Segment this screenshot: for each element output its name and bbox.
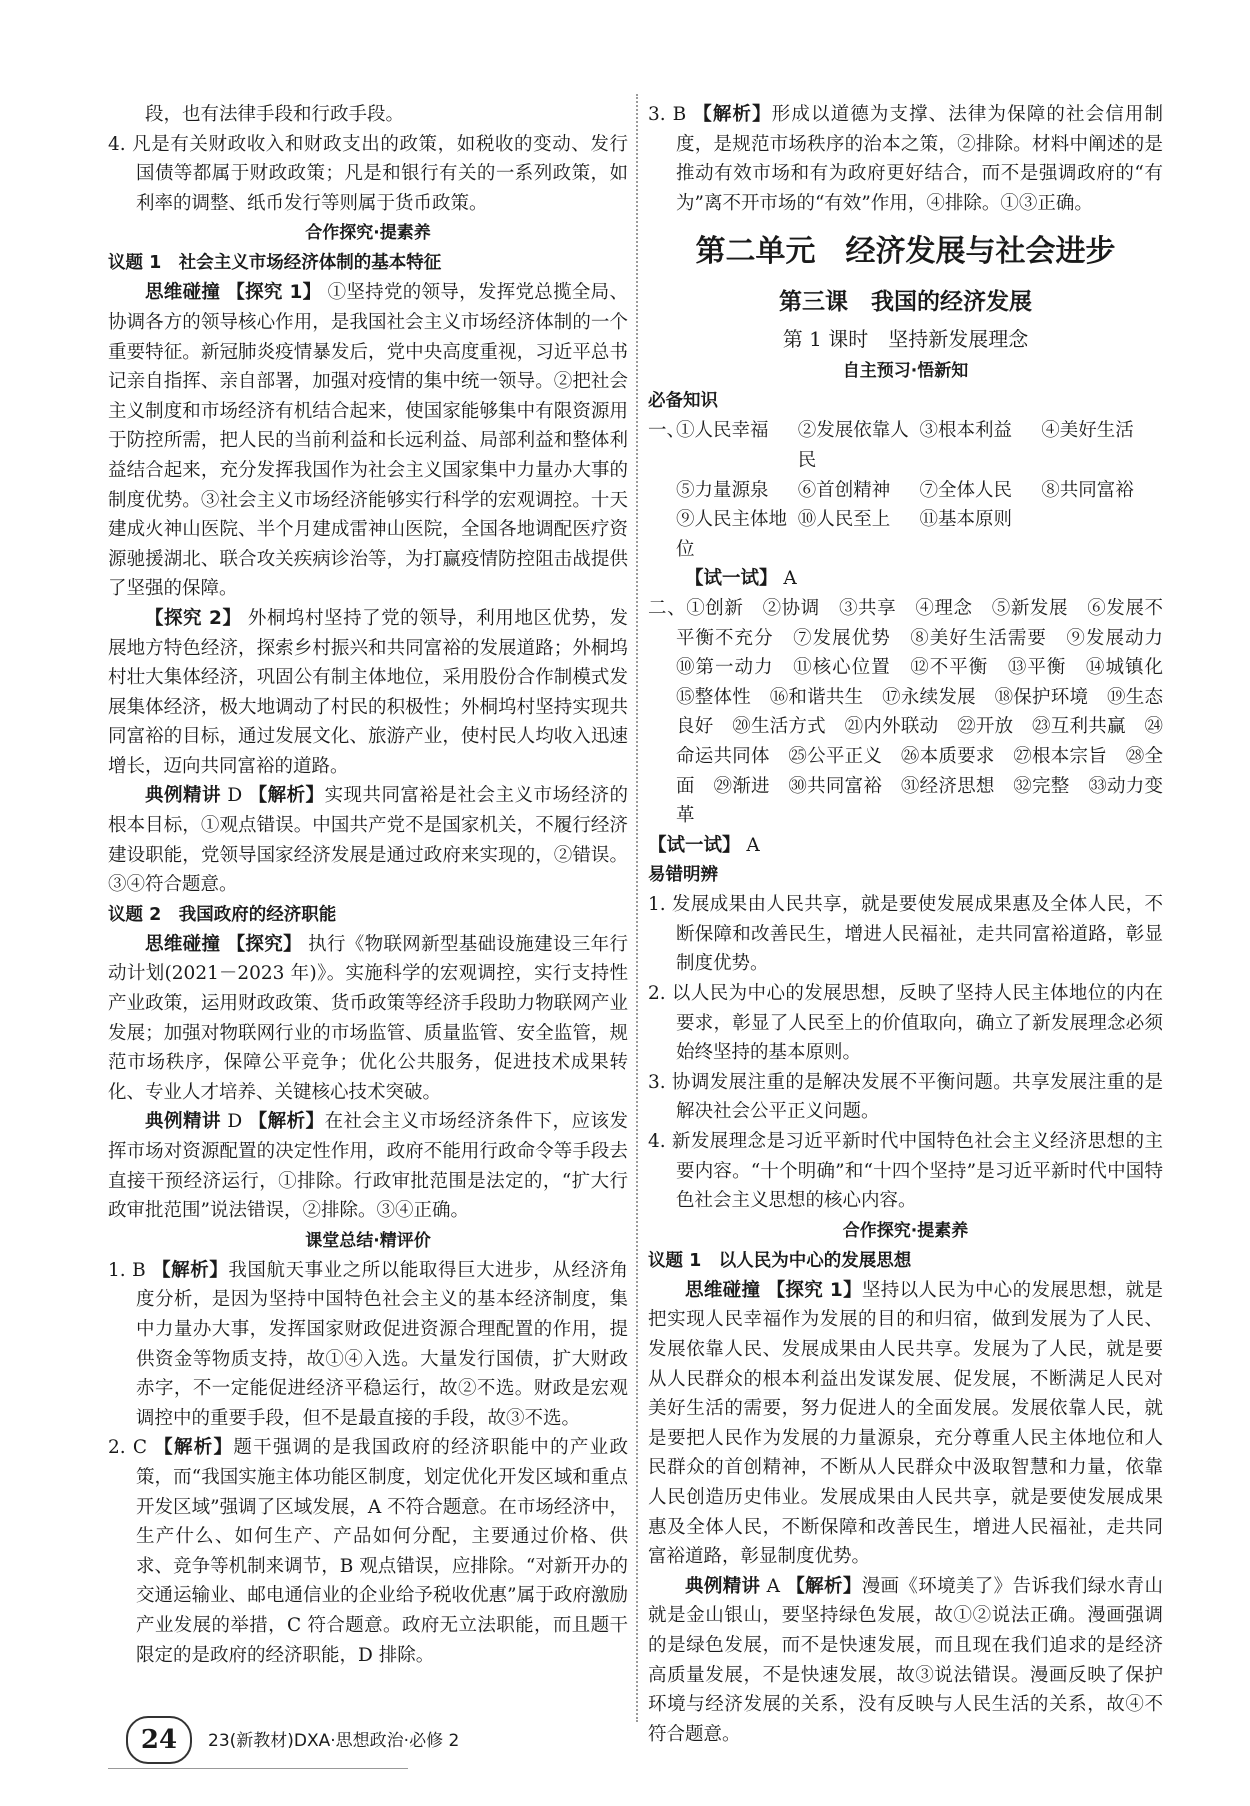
list-item: ⑦全体人民 — [919, 479, 1013, 501]
tag: 【解析】 — [154, 1437, 234, 1459]
list-item: 1. 发展成果由人民共享，就是要使发展成果惠及全体人民，不断保障和改善民生，增进人民福祉，走共同富裕道路，彰显制度优势。 — [648, 894, 1163, 975]
list-item: ①人民幸福 — [676, 420, 769, 442]
label: 典例精讲 — [145, 785, 221, 807]
paragraph — [108, 604, 628, 782]
list-item: ②发展依靠人民 — [797, 420, 909, 471]
paragraph — [648, 564, 1163, 594]
tag: 【探究 1】 — [766, 1279, 862, 1301]
list-item: 4. 凡是有关财政收入和财政支出的政策，如税收的变动、发行国债等都属于财政政策；凡是和银行有关的一系列政策，如利率的调整、纸币发行等则属于货币政策。 — [108, 133, 628, 214]
topic-heading: 议题 1 以人民为中心的发展思想 — [648, 1250, 912, 1271]
tag: 【探究】 — [226, 933, 302, 955]
answer: D — [227, 785, 243, 807]
answer: 1. B — [108, 1259, 146, 1281]
tag: 【解析】 — [248, 785, 325, 807]
item-grid — [676, 416, 1163, 564]
tag: 【试一试】 — [685, 568, 778, 590]
list-item — [108, 1256, 628, 1434]
tag: 【解析】 — [248, 1111, 325, 1133]
list-item: 4. 新发展理念是习近平新时代中国特色社会主义经济思想的主要内容。“十个明确”和“十四个坚持”是习近平新时代中国特色社会主义思想的核心内容。 — [648, 1131, 1163, 1212]
paragraph: 段，也有法律手段和行政手段。 — [145, 104, 405, 125]
text: 我国航天事业之所以能取得巨大进步，从经济角度分析，是因为坚持中国特色社会主义的基本经济制度，集中力量办大事，发挥国家财政促进资源合理配置的作用，提供资金等物质支持，故①④入选。大量发行国债，扩大财政赤字，不一定能促进经济平稳运行，故②不选。财政是宏观调控中的重要手段，但不是最直接的手段，故③不选。 — [136, 1259, 628, 1429]
tag: 【解析】 — [152, 1259, 229, 1281]
text: 形成以道德为支撑、法律为保障的社会信用制度，是规范市场秩序的治本之策，②排除。材料中阐述的是推动有效市场和有为政府更好结合，而不是强调政府的“有为”离不开市场的“有效”作用，④排除。①③正确。 — [676, 104, 1163, 214]
text: 漫画《环境美了》告诉我们绿水青山就是金山银山，要坚持绿色发展，故①②说法正确。漫画强调的是绿色发展，而不是快速发展，而且现在我们追求的是经济高质量发展，不是快速发展，故③说法错误。漫画反映了保护环境与经济发展的关系，没有反映与人民生活的关系，故④不符合题意。 — [648, 1575, 1163, 1745]
label: 思维碰撞 — [145, 933, 221, 955]
paragraph — [108, 781, 628, 899]
answer: A — [766, 1575, 781, 1597]
book-info: 23(新教材)DXA·思想政治·必修 2 — [208, 1731, 460, 1751]
list-item: ⑪基本原则 — [919, 509, 1013, 531]
text: 在社会主义市场经济条件下，应该发挥市场对资源配置的决定性作用，政府不能用行政命令等手段去直接干预经济运行，①排除。行政审批范围是法定的，“扩大行政审批范围”说法错误，②排除。③④正确。 — [108, 1111, 628, 1222]
tag: 【试一试】 — [648, 834, 741, 856]
tag: 【解析】 — [786, 1575, 862, 1597]
text: ①坚持党的领导，发挥党总揽全局、协调各方的领导核心作用，是我国社会主义市场经济体制的一个重要特征。新冠肺炎疫情暴发后，党中央高度重视，习近平总书记亲自指挥、亲自部署，加强对疫情的集中统一领导。②把社会主义制度和市场经济有机结合起来，使国家能够集中有限资源用于防控所需，把人民的当前利益和长远利益、局部利益和整体利益结合起来，充分发挥我国作为社会主义国家集中力量办大事的制度优势。③社会主义市场经济能够实行科学的宏观调控。十天建成火神山医院、半个月建成雷神山医院，全国各地调配医疗资源驰援湖北、联合攻关疾病诊治等，为打赢疫情防控阻击战提供了坚强的保障。 — [108, 282, 628, 600]
knowledge-list-two: 二、①创新 ②协调 ③共享 ④理念 ⑤新发展 ⑥发展不平衡不充分 ⑦发展优势 ⑧美好生活需要 ⑨发展动力 ⑩第一动力 ⑪核心位置 ⑫不平衡 ⑬平衡 ⑭城镇化 ⑮整体性 ⑯和谐共生 ⑰永续发展 ⑱保护环境 ⑲生态良好 ⑳生活方式 ㉑内外联动 ㉒开放 ㉓互利共赢 ㉔命运共同体 ㉕公平正义 ㉖本质要求 ㉗根本宗旨 ㉘全面 ㉙渐进 ㉚共同富裕 ㉛经济思想 ㉜完整 ㉝动力变革 — [648, 597, 1182, 827]
list-item — [648, 100, 1163, 218]
text: 外桐坞村坚持了党的领导，利用地区优势，发展地方特色经济，探索乡村振兴和共同富裕的发展道路；外桐坞村壮大集体经济，巩固公有制主体地位，采用股份合作制模式发展集体经济，极大地调动了村民的积极性；外桐坞村坚持实现共同富裕的目标，通过发展文化、旅游产业，使村民人均收入迅速增长，迈向共同富裕的道路。 — [108, 607, 628, 777]
text: 题干强调的是我国政府的经济职能中的产业政策，而“我国实施主体功能区制度，划定优化开发区域和重点开发区域”强调了区域发展，A 不符合题意。在市场经济中，生产什么、如何生产、产品如何分配，主要通过价格、供求、竞争等机制来调节，B 观点错误，应排除。“对新开办的交通运输业、邮电通信业的企业给予税收优惠”属于政府激励产业发展的举措，C 符合题意。政府无立法职能，而且题干限定的是政府的经济职能，D 排除。 — [136, 1437, 628, 1666]
list-item: 2. 以人民为中心的发展思想，反映了坚持人民主体地位的内在要求，彰显了人民至上的价值取向，确立了新发展理念必须始终坚持的基本原则。 — [648, 983, 1163, 1064]
paragraph — [108, 930, 628, 1108]
knowledge-list-one — [648, 416, 1163, 564]
label: 典例精讲 — [685, 1575, 761, 1597]
paragraph — [108, 278, 628, 604]
list-item: ⑧共同富裕 — [1041, 479, 1134, 501]
label: 思维碰撞 — [685, 1279, 761, 1301]
list-item: ③根本利益 — [919, 420, 1013, 442]
tag: 【探究 2】 — [145, 607, 242, 629]
list-item: ⑨人民主体地位 — [676, 509, 788, 560]
subheading: 必备知识 — [648, 391, 718, 412]
list-item — [108, 1433, 628, 1670]
section-heading: 合作探究·提素养 — [842, 1220, 969, 1241]
answer: A — [746, 834, 760, 856]
text: 实现共同富裕是社会主义市场经济的根本目标，①观点错误。中国共产党不是国家机关，不履行经济建设职能，党领导国家经济发展是通过政府来实现的，②错误。③④符合题意。 — [108, 785, 628, 896]
tag: 【探究 1】 — [226, 282, 322, 304]
list-item: 3. 协调发展注重的是解决发展不平衡问题。共享发展注重的是解决社会公平正义问题。 — [648, 1071, 1163, 1123]
paragraph — [108, 1107, 628, 1225]
list-item: ⑩人民至上 — [797, 509, 891, 531]
label: 思维碰撞 — [145, 282, 221, 304]
section-heading: 自主预习·悟新知 — [842, 361, 969, 382]
text: 坚持以人民为中心的发展思想，就是把实现人民幸福作为发展的目的和归宿，做到发展为了人民、发展依靠人民、发展成果由人民共享。发展为了人民，就是要从人民群众的根本利益出发谋发展、促发展，不断满足人民对美好生活的需要，努力促进人的全面发展。发展依靠人民，就是要把人民作为发展的力量源泉，充分尊重人民主体地位和人民群众的首创精神，不断从人民群众中汲取智慧和力量，依靠人民创造历史伟业。发展成果由人民共享，就是要使发展成果惠及全体人民，不断保障和改善民生，增进人民福祉，走共同富裕道路，彰显制度优势。 — [648, 1279, 1163, 1568]
topic-heading: 议题 1 社会主义市场经济体制的基本特征 — [108, 253, 442, 274]
list-item: ⑤力量源泉 — [676, 479, 769, 501]
list-item: ⑥首创精神 — [797, 479, 891, 501]
list-item: ④美好生活 — [1041, 420, 1134, 442]
paragraph — [648, 831, 1163, 861]
subheading: 易错明辨 — [648, 865, 718, 886]
page-footer — [108, 1716, 1163, 1776]
answer: 3. B — [648, 104, 687, 125]
lesson-title: 第三课 我国的经济发展 — [779, 289, 1032, 316]
right-column — [648, 100, 1182, 1749]
label: 典例精讲 — [145, 1111, 221, 1133]
page-number: 24 — [126, 1716, 192, 1764]
section-heading: 合作探究·提素养 — [305, 223, 431, 244]
answer: 2. C — [108, 1437, 147, 1459]
period-title: 第 1 课时 坚持新发展理念 — [782, 327, 1029, 352]
list-marker: 一、 — [648, 420, 686, 442]
tag: 【解析】 — [693, 104, 772, 125]
unit-title: 第二单元 经济发展与社会进步 — [695, 234, 1116, 270]
answer: D — [227, 1111, 243, 1133]
section-heading: 课堂总结·精评价 — [305, 1230, 431, 1251]
footer-divider — [108, 1768, 408, 1769]
paragraph — [648, 1276, 1163, 1572]
left-column — [108, 100, 628, 1670]
text: 执行《物联网新型基础设施建设三年行动计划(2021－2023 年)》。实施科学的宏观调控，实行支持性产业政策，运用财政政策、货币政策等经济手段助力物联网产业发展；加强对物联网行业的市场监管、质量监管、安全监管，规范市场秩序，保障公平竞争；优化公共服务，促进技术成果转化、专业人才培养、关键核心技术突破。 — [108, 933, 628, 1103]
answer: A — [783, 568, 797, 590]
topic-heading: 议题 2 我国政府的经济职能 — [108, 904, 337, 925]
